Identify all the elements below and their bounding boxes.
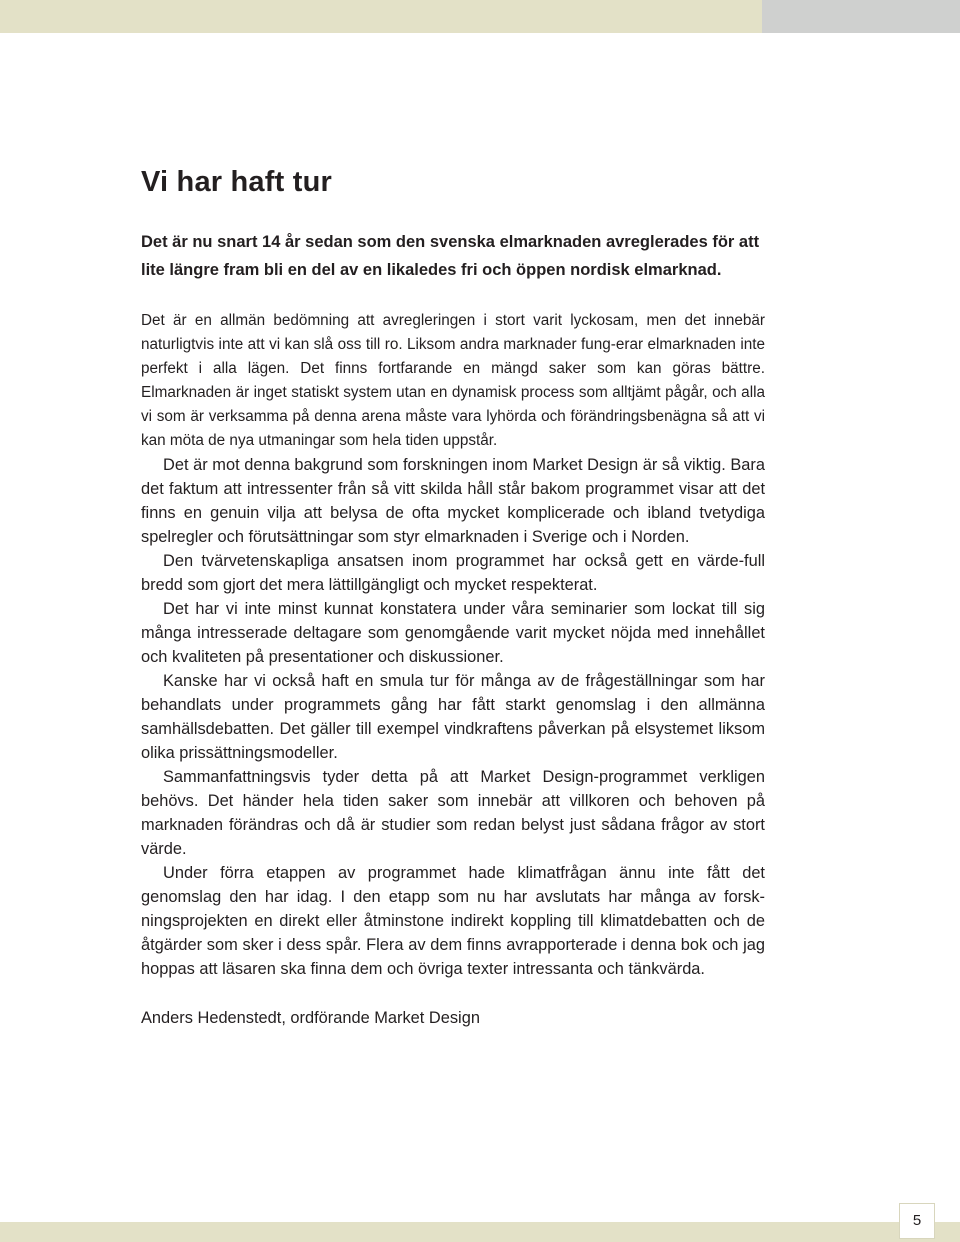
- paragraph-1: Det är en allmän bedömning att avregleringen i stort varit lyckosam, men det innebär naturligtvis inte att vi kan slå oss till ro. Liksom andra marknader fung-erar elmarknaden inte perfekt i alla lägen. Det finns fortfarande en mängd saker som kan göras bättre. Elmarknaden är inget statiskt system utan en dynamisk process som alltjämt pågår, och alla vi som är verksamma på denna arena måste vara lyhörda och förändringsbenägna så att vi kan möta de nya utmaningar som hela tiden uppstår.: [141, 312, 765, 449]
- footer-band: [0, 1222, 960, 1242]
- signature: Anders Hedenstedt, ordförande Market Design: [141, 1009, 480, 1027]
- paragraph-5: Kanske har vi också haft en smula tur för många av de frågeställningar som har behandlats under programmets gång har fått starkt genomslag i den allmänna samhällsdebatten. Det gäller till exempel vindkraftens påverkan på elsystemet liksom olika prissättningsmodeller.: [141, 672, 765, 762]
- paragraph-2: Det är mot denna bakgrund som forskningen inom Market Design är så viktig. Bara det faktum att intressenter från så vitt skilda håll står bakom programmet visar att det finns en genuin vilja att belysa de ofta mycket komplicerade och ibland tvetydiga spelregler och förutsättningar som styr elmarknaden i Sverige och i Norden.: [141, 456, 765, 546]
- header-corner-block: [762, 0, 960, 33]
- paragraph-6: Sammanfattningsvis tyder detta på att Market Design-programmet verkligen behövs. Det händer hela tiden saker som innebär att villkoren och behoven på marknaden förändras och då är studier som redan belyst just sådana frågor av stort värde.: [141, 768, 765, 858]
- paragraph-7: Under förra etappen av programmet hade klimatfrågan ännu inte fått det genomslag den har idag. I den etapp som nu har avslutats har många av forsk-ningsprojekten en direkt eller åtminstone indirekt koppling till klimatdebatten och de åtgärder som sker i dess spår. Flera av dem finns avrapporterade i denna bok och jag hoppas att läsaren ska finna dem och övriga texter intressanta och tänkvärda.: [141, 864, 765, 978]
- page-number: 5: [899, 1203, 935, 1239]
- ingress: Det är nu snart 14 år sedan som den svenska elmarknaden avreglerades för att lite längre fram bli en del av en likaledes fri och öppen nordisk elmarknad.: [141, 233, 760, 279]
- paragraph-4: Det har vi inte minst kunnat konstatera under våra seminarier som lockat till sig många intresserade deltagare som genomgående varit mycket nöjda med innehållet och kvaliteten på presentationer och diskussioner.: [141, 600, 765, 666]
- header-band: [0, 0, 762, 33]
- page-title: Vi har haft tur: [141, 166, 332, 198]
- article: [141, 160, 765, 1030]
- paragraph-3: Den tvärvetenskapliga ansatsen inom programmet har också gett en värde-full bredd som gjort det mera lättillgängligt och mycket respekterat.: [141, 552, 765, 594]
- body-text: [141, 309, 765, 981]
